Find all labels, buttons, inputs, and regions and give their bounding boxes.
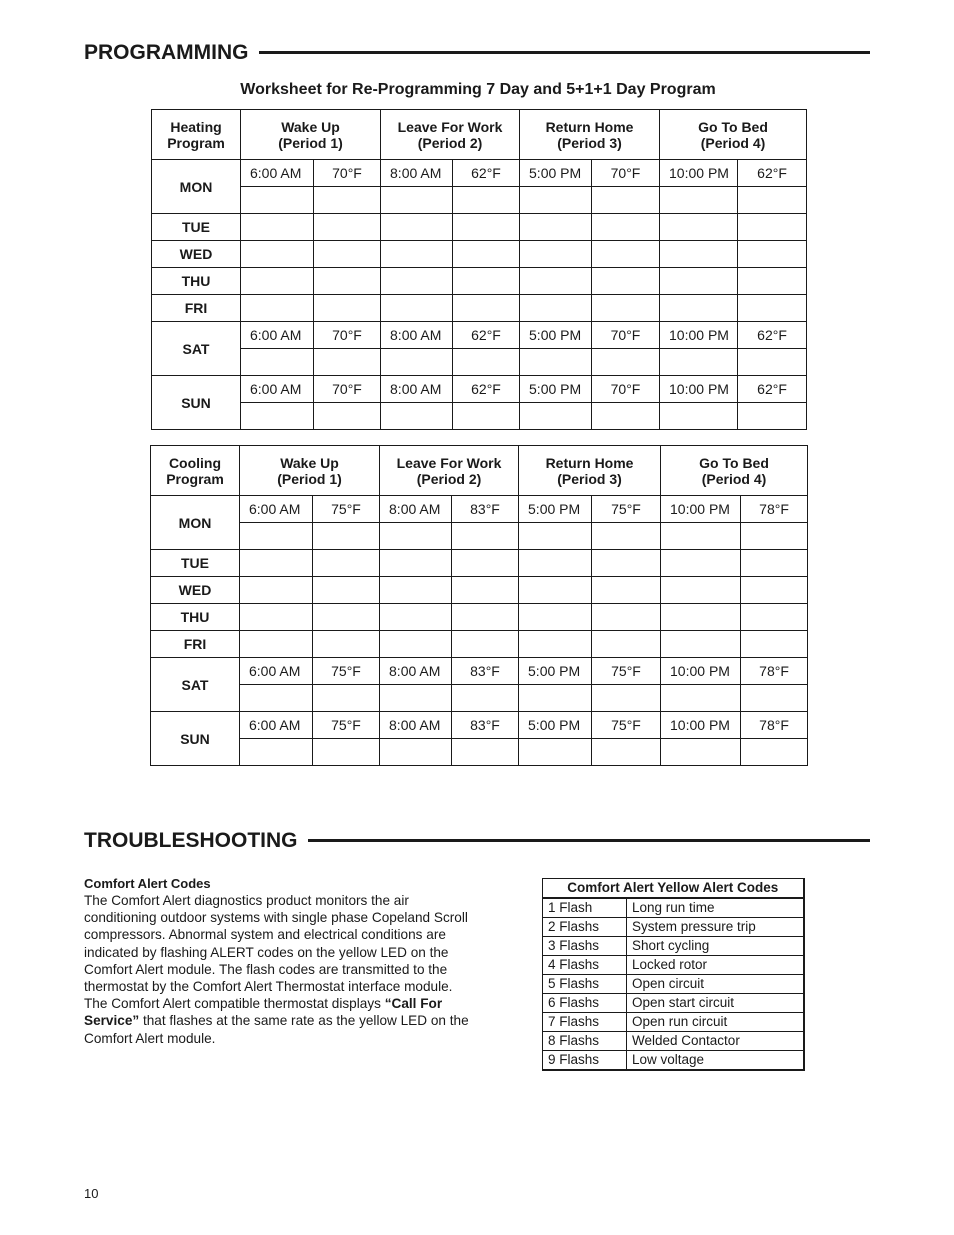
- time-cell: 8:00 AM: [381, 160, 453, 187]
- day-label: SAT: [152, 322, 241, 376]
- day-label: MON: [151, 496, 240, 550]
- temp-cell: 62°F: [453, 322, 520, 349]
- blank-cell: [453, 295, 520, 322]
- blank-cell: [381, 187, 453, 214]
- blank-cell: [314, 214, 381, 241]
- blank-cell: [660, 187, 738, 214]
- blank-cell: [741, 523, 808, 550]
- blank-cell: [661, 550, 741, 577]
- cooling-program-table: [150, 445, 808, 766]
- period-1-header: Wake Up (Period 1): [240, 446, 380, 496]
- temp-cell: 70°F: [314, 376, 381, 403]
- blank-cell: [381, 268, 453, 295]
- blank-cell: [519, 577, 592, 604]
- flash-count: 7 Flashs: [543, 1013, 627, 1032]
- time-cell: 8:00 AM: [381, 376, 453, 403]
- blank-cell: [592, 577, 661, 604]
- time-cell: 6:00 AM: [241, 322, 314, 349]
- table-row: [543, 975, 804, 994]
- day-label: THU: [152, 268, 241, 295]
- flash-count: 5 Flashs: [543, 975, 627, 994]
- blank-cell: [314, 241, 381, 268]
- mon-row: [151, 496, 808, 523]
- blank-cell: [738, 268, 807, 295]
- flash-count: 8 Flashs: [543, 1032, 627, 1051]
- table-row: [543, 1032, 804, 1051]
- page-number: 10: [84, 1186, 99, 1201]
- blank-cell: [661, 631, 741, 658]
- blank-cell: [453, 403, 520, 430]
- time-cell: 8:00 AM: [380, 496, 452, 523]
- thu-row: [151, 604, 808, 631]
- time-cell: 5:00 PM: [520, 376, 592, 403]
- comfort-alert-paragraph: The Comfort Alert diagnostics product monitors the air conditioning outdoor systems with single phase Copeland Scroll compressors. Abnormal system and electrical conditions are indicated by flashing ALERT codes on the yellow LED on the Comfort Alert module. The flash codes are transmitted to the thermostat by the Comfort Alert Thermostat interface module. The Comfort Alert compatible thermostat displays “Call For Service” that flashes at the same rate as the yellow LED on the Comfort Alert module.: [84, 893, 469, 1046]
- blank-row: [151, 685, 808, 712]
- blank-cell: [741, 604, 808, 631]
- code-meaning: Open circuit: [627, 975, 804, 994]
- blank-cell: [380, 685, 452, 712]
- header-row: [151, 446, 808, 496]
- blank-cell: [519, 631, 592, 658]
- blank-cell: [592, 631, 661, 658]
- blank-cell: [661, 685, 741, 712]
- table-row: [543, 937, 804, 956]
- blank-cell: [592, 403, 660, 430]
- thu-row: [152, 268, 807, 295]
- wed-row: [151, 577, 808, 604]
- table-row: [543, 994, 804, 1013]
- blank-cell: [738, 349, 807, 376]
- blank-cell: [241, 268, 314, 295]
- blank-cell: [592, 295, 660, 322]
- blank-cell: [380, 550, 452, 577]
- time-cell: 5:00 PM: [520, 322, 592, 349]
- day-label: FRI: [151, 631, 240, 658]
- flash-count: 2 Flashs: [543, 918, 627, 937]
- blank-cell: [592, 523, 661, 550]
- blank-cell: [660, 268, 738, 295]
- blank-cell: [381, 349, 453, 376]
- heating-program-table: [151, 109, 807, 430]
- code-meaning: Short cycling: [627, 937, 804, 956]
- time-cell: 8:00 AM: [380, 712, 452, 739]
- code-meaning: Open run circuit: [627, 1013, 804, 1032]
- temp-cell: 75°F: [592, 658, 661, 685]
- blank-cell: [592, 550, 661, 577]
- call-for-service-text: “Call For Service”: [84, 996, 443, 1029]
- blank-cell: [240, 631, 313, 658]
- period-4-header: Go To Bed (Period 4): [660, 110, 807, 160]
- blank-cell: [313, 550, 380, 577]
- blank-cell: [381, 214, 453, 241]
- blank-cell: [520, 349, 592, 376]
- temp-cell: 75°F: [313, 496, 380, 523]
- day-label: WED: [151, 577, 240, 604]
- day-label: MON: [152, 160, 241, 214]
- blank-cell: [314, 295, 381, 322]
- temp-cell: 78°F: [741, 658, 808, 685]
- day-label: SUN: [152, 376, 241, 430]
- blank-cell: [381, 403, 453, 430]
- blank-cell: [520, 187, 592, 214]
- blank-cell: [313, 577, 380, 604]
- temp-cell: 83°F: [452, 658, 519, 685]
- period-4-header: Go To Bed (Period 4): [661, 446, 808, 496]
- flash-count: 9 Flashs: [543, 1051, 627, 1071]
- temp-cell: 78°F: [741, 496, 808, 523]
- blank-row: [152, 349, 807, 376]
- blank-cell: [452, 550, 519, 577]
- blank-cell: [380, 631, 452, 658]
- blank-row: [152, 403, 807, 430]
- mon-row: [152, 160, 807, 187]
- temp-cell: 70°F: [592, 376, 660, 403]
- alert-codes-header-row: [543, 879, 804, 899]
- period-2-header: Leave For Work (Period 2): [381, 110, 520, 160]
- blank-cell: [661, 577, 741, 604]
- table-row: [543, 918, 804, 937]
- temp-cell: 70°F: [592, 160, 660, 187]
- program-header: Heating Program: [152, 110, 241, 160]
- temp-cell: 62°F: [453, 160, 520, 187]
- blank-cell: [313, 523, 380, 550]
- blank-cell: [741, 550, 808, 577]
- temp-cell: 75°F: [592, 712, 661, 739]
- code-meaning: Low voltage: [627, 1051, 804, 1071]
- blank-cell: [240, 523, 313, 550]
- flash-count: 3 Flashs: [543, 937, 627, 956]
- temp-cell: 70°F: [592, 322, 660, 349]
- temp-cell: 62°F: [453, 376, 520, 403]
- blank-cell: [313, 631, 380, 658]
- blank-cell: [592, 685, 661, 712]
- temp-cell: 83°F: [452, 712, 519, 739]
- blank-cell: [592, 241, 660, 268]
- blank-cell: [452, 631, 519, 658]
- day-label: THU: [151, 604, 240, 631]
- temp-cell: 70°F: [314, 160, 381, 187]
- blank-cell: [314, 403, 381, 430]
- worksheet-title: Worksheet for Re-Programming 7 Day and 5+1+1 Day Program: [240, 81, 716, 98]
- blank-cell: [453, 241, 520, 268]
- blank-cell: [241, 241, 314, 268]
- blank-cell: [453, 268, 520, 295]
- blank-cell: [741, 685, 808, 712]
- table-row: [543, 898, 804, 918]
- flash-count: 1 Flash: [543, 898, 627, 918]
- blank-cell: [452, 577, 519, 604]
- wed-row: [152, 241, 807, 268]
- blank-cell: [240, 577, 313, 604]
- blank-cell: [738, 295, 807, 322]
- blank-cell: [592, 187, 660, 214]
- time-cell: 6:00 AM: [240, 658, 313, 685]
- temp-cell: 75°F: [592, 496, 661, 523]
- blank-row: [151, 523, 808, 550]
- time-cell: 8:00 AM: [381, 322, 453, 349]
- period-1-header: Wake Up (Period 1): [241, 110, 381, 160]
- table-row: [543, 1013, 804, 1032]
- code-meaning: Welded Contactor: [627, 1032, 804, 1051]
- blank-cell: [241, 187, 314, 214]
- time-cell: 10:00 PM: [661, 496, 741, 523]
- code-meaning: Long run time: [627, 898, 804, 918]
- blank-cell: [380, 739, 452, 766]
- blank-cell: [380, 604, 452, 631]
- blank-cell: [240, 604, 313, 631]
- temp-cell: 62°F: [738, 376, 807, 403]
- flash-count: 4 Flashs: [543, 956, 627, 975]
- code-meaning: Locked rotor: [627, 956, 804, 975]
- blank-cell: [519, 523, 592, 550]
- blank-cell: [592, 349, 660, 376]
- comfort-alert-heading: Comfort Alert Codes: [84, 876, 211, 891]
- alert-codes-title: Comfort Alert Yellow Alert Codes: [543, 879, 804, 899]
- blank-cell: [452, 739, 519, 766]
- blank-cell: [592, 268, 660, 295]
- blank-cell: [741, 577, 808, 604]
- blank-row: [152, 187, 807, 214]
- period-2-header: Leave For Work (Period 2): [380, 446, 519, 496]
- programming-section-header: [84, 38, 870, 68]
- blank-cell: [660, 241, 738, 268]
- temp-cell: 62°F: [738, 160, 807, 187]
- blank-cell: [314, 187, 381, 214]
- blank-cell: [592, 739, 661, 766]
- temp-cell: 78°F: [741, 712, 808, 739]
- time-cell: 6:00 AM: [240, 712, 313, 739]
- blank-cell: [313, 604, 380, 631]
- day-label: TUE: [151, 550, 240, 577]
- blank-cell: [241, 349, 314, 376]
- blank-cell: [453, 187, 520, 214]
- alert-codes-table: [542, 878, 805, 1071]
- blank-cell: [380, 523, 452, 550]
- blank-cell: [592, 604, 661, 631]
- blank-cell: [660, 403, 738, 430]
- blank-cell: [520, 241, 592, 268]
- blank-cell: [240, 685, 313, 712]
- header-row: [152, 110, 807, 160]
- blank-cell: [453, 349, 520, 376]
- time-cell: 6:00 AM: [240, 496, 313, 523]
- sat-row: [152, 322, 807, 349]
- blank-cell: [314, 268, 381, 295]
- sun-row: [152, 376, 807, 403]
- blank-cell: [380, 577, 452, 604]
- blank-cell: [453, 214, 520, 241]
- blank-cell: [738, 403, 807, 430]
- blank-cell: [240, 739, 313, 766]
- period-3-header: Return Home (Period 3): [519, 446, 661, 496]
- programming-title: PROGRAMMING: [84, 38, 259, 68]
- blank-cell: [661, 604, 741, 631]
- time-cell: 8:00 AM: [380, 658, 452, 685]
- blank-cell: [381, 241, 453, 268]
- time-cell: 6:00 AM: [241, 160, 314, 187]
- fri-row: [151, 631, 808, 658]
- time-cell: 10:00 PM: [661, 712, 741, 739]
- blank-cell: [313, 685, 380, 712]
- day-label: SAT: [151, 658, 240, 712]
- blank-cell: [240, 550, 313, 577]
- blank-cell: [519, 685, 592, 712]
- blank-cell: [592, 214, 660, 241]
- blank-cell: [741, 631, 808, 658]
- blank-cell: [241, 295, 314, 322]
- blank-cell: [661, 739, 741, 766]
- blank-cell: [381, 295, 453, 322]
- blank-cell: [520, 295, 592, 322]
- time-cell: 6:00 AM: [241, 376, 314, 403]
- time-cell: 10:00 PM: [660, 160, 738, 187]
- code-meaning: Open start circuit: [627, 994, 804, 1013]
- tue-row: [152, 214, 807, 241]
- temp-cell: 83°F: [452, 496, 519, 523]
- troubleshooting-title: TROUBLESHOOTING: [84, 826, 308, 856]
- blank-cell: [738, 241, 807, 268]
- period-3-header: Return Home (Period 3): [520, 110, 660, 160]
- blank-cell: [314, 349, 381, 376]
- day-label: SUN: [151, 712, 240, 766]
- blank-cell: [241, 403, 314, 430]
- blank-cell: [520, 268, 592, 295]
- time-cell: 10:00 PM: [660, 376, 738, 403]
- fri-row: [152, 295, 807, 322]
- day-label: WED: [152, 241, 241, 268]
- blank-cell: [452, 523, 519, 550]
- tue-row: [151, 550, 808, 577]
- blank-cell: [738, 187, 807, 214]
- blank-cell: [660, 295, 738, 322]
- day-label: TUE: [152, 214, 241, 241]
- time-cell: 10:00 PM: [661, 658, 741, 685]
- temp-cell: 70°F: [314, 322, 381, 349]
- blank-cell: [313, 739, 380, 766]
- blank-cell: [520, 214, 592, 241]
- blank-cell: [241, 214, 314, 241]
- blank-cell: [519, 739, 592, 766]
- time-cell: 5:00 PM: [519, 496, 592, 523]
- blank-cell: [452, 685, 519, 712]
- temp-cell: 75°F: [313, 658, 380, 685]
- blank-cell: [661, 523, 741, 550]
- day-label: FRI: [152, 295, 241, 322]
- time-cell: 10:00 PM: [660, 322, 738, 349]
- blank-cell: [520, 403, 592, 430]
- temp-cell: 62°F: [738, 322, 807, 349]
- blank-cell: [452, 604, 519, 631]
- time-cell: 5:00 PM: [520, 160, 592, 187]
- blank-cell: [660, 349, 738, 376]
- blank-cell: [519, 550, 592, 577]
- flash-count: 6 Flashs: [543, 994, 627, 1013]
- troubleshooting-section-header: [84, 826, 870, 856]
- blank-row: [151, 739, 808, 766]
- sun-row: [151, 712, 808, 739]
- table-row: [543, 956, 804, 975]
- time-cell: 5:00 PM: [519, 712, 592, 739]
- program-header: Cooling Program: [151, 446, 240, 496]
- blank-cell: [741, 739, 808, 766]
- blank-cell: [660, 214, 738, 241]
- code-meaning: System pressure trip: [627, 918, 804, 937]
- table-row: [543, 1051, 804, 1071]
- time-cell: 5:00 PM: [519, 658, 592, 685]
- sat-row: [151, 658, 808, 685]
- temp-cell: 75°F: [313, 712, 380, 739]
- blank-cell: [738, 214, 807, 241]
- blank-cell: [519, 604, 592, 631]
